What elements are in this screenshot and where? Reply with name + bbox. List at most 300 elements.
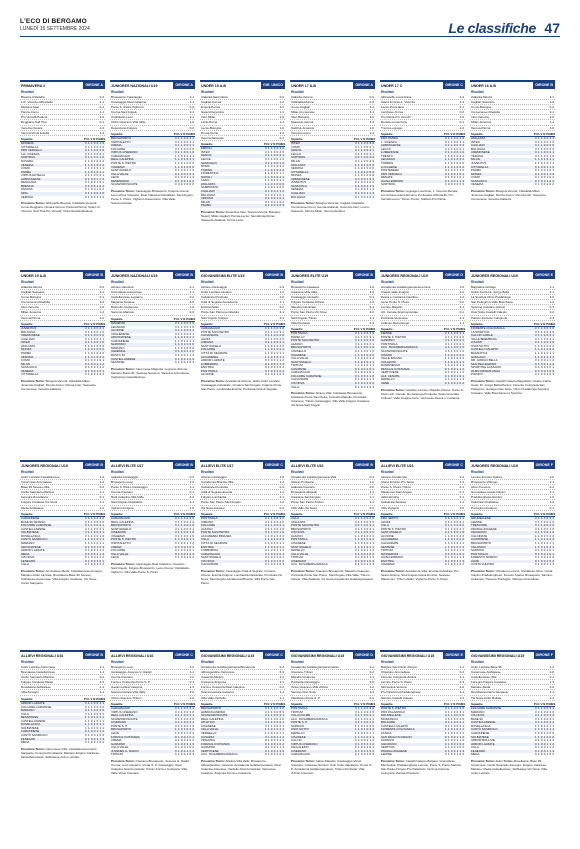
stat-cell: 2 bbox=[459, 723, 462, 728]
stat-cell: 1 bbox=[87, 725, 90, 730]
stat-cell: 1 bbox=[279, 188, 282, 193]
stat-cell: 2 bbox=[552, 361, 554, 366]
stat-cell: 3 bbox=[372, 377, 374, 382]
competition-title: UNDER 15 A-B bbox=[21, 273, 47, 278]
stat-cell: 2 bbox=[372, 738, 374, 743]
stat-cell: 1 bbox=[189, 741, 192, 746]
stat-cell: 1 bbox=[447, 380, 450, 385]
team-name: CREMA bbox=[111, 544, 122, 549]
stat-cell: 1 bbox=[85, 159, 87, 164]
stat-cell: 0 bbox=[102, 141, 104, 146]
match-score: 1-3 bbox=[459, 100, 464, 105]
stat-cell: 0 bbox=[552, 731, 554, 736]
stat-cell: 1 bbox=[276, 558, 279, 563]
stat-cell: 0 bbox=[450, 171, 453, 176]
stat-cell: 0 bbox=[183, 136, 186, 141]
stat-cell: 3 bbox=[462, 178, 464, 183]
stat-cell: 1 bbox=[546, 741, 549, 746]
stat-cell: 0 bbox=[180, 171, 183, 176]
stat-cell: 0 bbox=[96, 333, 99, 338]
stat-cell: 1 bbox=[175, 164, 177, 169]
stat-cell: 1 bbox=[85, 351, 87, 356]
stat-cell: 1 bbox=[445, 161, 447, 166]
standings-header-cell: N bbox=[273, 321, 276, 326]
stat-cell: 1 bbox=[93, 725, 96, 730]
stat-cell: 0 bbox=[445, 373, 447, 378]
stat-cell: 1 bbox=[456, 738, 459, 743]
stat-cell: 3 bbox=[265, 530, 267, 535]
stat-cell: 2 bbox=[372, 356, 374, 361]
stat-cell: 0 bbox=[363, 555, 366, 560]
stat-cell: 1 bbox=[177, 734, 180, 739]
team-name: BUSTO 81 bbox=[111, 353, 125, 358]
stat-cell: 1 bbox=[96, 555, 99, 560]
stat-cell: 3 bbox=[355, 716, 357, 721]
stat-cell: 1 bbox=[96, 562, 99, 567]
stat-cell: 0 bbox=[93, 144, 96, 149]
stat-cell: 0 bbox=[366, 526, 369, 531]
stat-cell: 3 bbox=[445, 139, 447, 144]
match-score: 2-2 bbox=[279, 315, 284, 320]
stat-cell: 1 bbox=[189, 175, 192, 180]
stat-cell: 0 bbox=[183, 519, 186, 524]
team-name: TRESCORE bbox=[471, 523, 488, 528]
stat-cell: 1 bbox=[87, 555, 90, 560]
stat-cell: 1 bbox=[357, 370, 360, 375]
stat-cell: 0 bbox=[96, 173, 99, 178]
stat-cell: 1 bbox=[186, 738, 189, 743]
stat-cell: 3 bbox=[445, 349, 447, 354]
column bbox=[470, 80, 555, 840]
stat-cell: 1 bbox=[175, 335, 177, 340]
stat-cell: 1 bbox=[360, 345, 363, 350]
stat-cell: 1 bbox=[459, 727, 462, 732]
stat-cell: 1 bbox=[177, 706, 180, 711]
stat-cell: 1 bbox=[537, 139, 540, 144]
stat-cell: 2 bbox=[189, 324, 192, 329]
stat-cell: 0 bbox=[549, 555, 552, 560]
next-round-fixtures: Caravaggio-Città di Segrate; Cimiano-Alzano; Enotria-Folgore; Lombardia-Calvairate; Pontisola-Vis Nova; Sant'Angelo-Accademia Brianza; Villa-Ponte San Pietro. bbox=[201, 568, 282, 585]
stat-cell: 0 bbox=[535, 562, 537, 567]
stat-cell: 0 bbox=[93, 526, 96, 531]
match-score: 2-2 bbox=[459, 290, 464, 295]
stat-cell: 1 bbox=[549, 157, 552, 162]
stat-cell: 0 bbox=[445, 555, 447, 560]
stat-cell: 3 bbox=[85, 155, 87, 160]
team-name: BOLGARE bbox=[381, 720, 395, 725]
stat-cell: 1 bbox=[537, 544, 540, 549]
match-name: Masseroni-Sant'Angelo bbox=[381, 490, 412, 495]
stat-cell: 1 bbox=[90, 516, 93, 521]
standings-header-cell: V bbox=[540, 511, 543, 516]
team-name: VIS NOVA bbox=[291, 380, 305, 385]
stat-cell: 1 bbox=[453, 537, 456, 542]
stat-cell: 2 bbox=[192, 745, 194, 750]
stat-cell: 1 bbox=[363, 731, 366, 736]
stat-cell: 3 bbox=[192, 741, 194, 746]
stat-cell: 1 bbox=[183, 345, 186, 350]
stat-cell: 0 bbox=[93, 180, 96, 185]
stat-cell: 2 bbox=[189, 328, 192, 333]
stat-cell: 0 bbox=[273, 530, 276, 535]
stat-cell: 1 bbox=[357, 359, 360, 364]
stat-cell: 0 bbox=[360, 555, 363, 560]
stat-cell: 0 bbox=[282, 181, 284, 186]
stat-cell: 1 bbox=[186, 544, 189, 549]
next-round-label: Prossimo Turno: bbox=[471, 758, 495, 763]
stat-cell: 2 bbox=[459, 153, 462, 158]
stat-cell: 0 bbox=[93, 155, 96, 160]
stat-cell: 0 bbox=[279, 192, 282, 197]
standings-row bbox=[110, 183, 195, 187]
stat-cell: 0 bbox=[192, 182, 194, 187]
stat-cell: 1 bbox=[363, 162, 366, 167]
stat-cell: 0 bbox=[183, 321, 186, 326]
standings-table bbox=[200, 143, 285, 208]
stat-cell: 1 bbox=[273, 164, 276, 169]
standings-table bbox=[20, 138, 105, 199]
stat-cell: 0 bbox=[366, 349, 369, 354]
stat-cell: 1 bbox=[87, 343, 90, 348]
match-score: 3-0 bbox=[189, 695, 194, 700]
stat-cell: 0 bbox=[355, 187, 357, 192]
team-name: PARMA bbox=[201, 203, 212, 208]
stat-cell: 0 bbox=[96, 519, 99, 524]
stat-cell: 2 bbox=[369, 723, 372, 728]
newspaper-name: L'ECO DI BERGAMO bbox=[20, 18, 87, 25]
stat-cell: 0 bbox=[96, 155, 99, 160]
standings-header-cell: GS bbox=[101, 136, 106, 141]
match-name: Alcione-Caravaggio bbox=[201, 285, 228, 289]
standings-header-cell: Pt bbox=[263, 141, 267, 146]
stat-cell: 1 bbox=[535, 347, 537, 352]
competition-section bbox=[110, 80, 195, 268]
stat-cell: 2 bbox=[282, 734, 284, 739]
stat-cell: 1 bbox=[456, 745, 459, 750]
stat-cell: 0 bbox=[265, 551, 267, 556]
result-row bbox=[290, 506, 375, 511]
team-name: PONTE S. PIETRO bbox=[381, 526, 407, 531]
stat-cell: 0 bbox=[543, 745, 546, 750]
match-name: Atalanta-Monza bbox=[21, 285, 43, 289]
stat-cell: 0 bbox=[183, 533, 186, 538]
stat-cell: 1 bbox=[450, 526, 453, 531]
standings-header-cell: P bbox=[366, 701, 369, 706]
team-name: CISANO bbox=[471, 340, 483, 345]
stat-cell: 3 bbox=[459, 706, 462, 711]
stat-cell: 1 bbox=[450, 338, 453, 343]
stat-cell: 0 bbox=[90, 541, 93, 546]
stat-cell: 0 bbox=[96, 347, 99, 352]
stat-cell: 1 bbox=[87, 336, 90, 341]
stat-cell: 0 bbox=[552, 340, 554, 345]
stat-cell: 1 bbox=[357, 173, 360, 178]
stat-cell: 0 bbox=[453, 150, 456, 155]
team-name: REAL CALEPINA bbox=[111, 519, 134, 524]
stat-cell: 0 bbox=[189, 178, 192, 183]
stat-cell: 2 bbox=[549, 720, 552, 725]
stat-cell: 0 bbox=[93, 558, 96, 563]
team-name: CARAVAGGIO bbox=[201, 326, 221, 331]
stat-cell: 0 bbox=[93, 704, 96, 709]
stat-cell: 1 bbox=[453, 153, 456, 158]
match-score: 2-0 bbox=[99, 680, 104, 685]
stat-cell: 0 bbox=[183, 548, 186, 553]
stat-cell: 0 bbox=[363, 151, 366, 156]
standings-header-cell: G bbox=[87, 511, 90, 516]
team-name: VERONA bbox=[471, 153, 484, 158]
stat-cell: 0 bbox=[265, 358, 267, 363]
stat-cell: 0 bbox=[355, 562, 357, 567]
team-name: GAVARNO bbox=[111, 741, 126, 746]
team-name: CREMONESE bbox=[291, 176, 310, 181]
next-round-note bbox=[200, 210, 285, 222]
stat-cell: 1 bbox=[273, 351, 276, 356]
standings-header-cell: P bbox=[546, 321, 549, 326]
stat-cell: 0 bbox=[99, 358, 102, 363]
standings-header-cell: G bbox=[357, 701, 360, 706]
next-round-fixtures: Atletico-Villa Valle; Brusaporto-Albinogandino; Gavarno-Accademia Isolabergamasca; Real Calepina-Cisanese; Verdello-Scanzorosciate; Vertovese-Casazza; Zingonia-Forza e Costanza. bbox=[201, 758, 281, 775]
stat-cell: 0 bbox=[366, 173, 369, 178]
stat-cell: 3 bbox=[189, 139, 192, 144]
stat-cell: 0 bbox=[366, 706, 369, 711]
stat-cell: 1 bbox=[90, 144, 93, 149]
standings-header-cell: GF bbox=[278, 701, 283, 706]
stat-cell: 0 bbox=[186, 143, 189, 148]
stat-cell: 0 bbox=[456, 338, 459, 343]
stat-cell: 1 bbox=[462, 171, 464, 176]
stat-cell: 0 bbox=[270, 741, 273, 746]
standings-header-cell: N bbox=[453, 511, 456, 516]
stat-cell: 1 bbox=[447, 331, 450, 336]
team-name: MASSERONI bbox=[381, 551, 399, 556]
stat-cell: 0 bbox=[192, 723, 194, 728]
stat-cell: 0 bbox=[96, 159, 99, 164]
stat-cell: 0 bbox=[445, 562, 447, 567]
stat-cell: 1 bbox=[546, 752, 549, 757]
stat-cell: 1 bbox=[369, 363, 372, 368]
stat-cell: 1 bbox=[87, 372, 90, 377]
match-name: Virtus Ciserano-Tritium bbox=[111, 695, 142, 700]
stat-cell: 0 bbox=[96, 718, 99, 723]
stat-cell: 0 bbox=[93, 740, 96, 745]
stat-cell: 1 bbox=[276, 562, 279, 567]
stat-cell: 1 bbox=[447, 143, 450, 148]
stat-cell: 2 bbox=[462, 356, 464, 361]
stat-cell: 0 bbox=[96, 326, 99, 331]
stat-cell: 1 bbox=[90, 701, 93, 706]
stat-cell: 1 bbox=[267, 188, 270, 193]
stat-cell: 3 bbox=[549, 713, 552, 718]
team-name: MAPELLO bbox=[291, 548, 305, 553]
standings-header-cell: GF bbox=[368, 511, 373, 516]
stat-cell: 0 bbox=[273, 361, 276, 366]
team-name: SAN PAOLO D'ARGON bbox=[381, 734, 412, 739]
stat-cell: 1 bbox=[102, 722, 104, 727]
stat-cell: 3 bbox=[552, 738, 554, 743]
stat-cell: 1 bbox=[90, 711, 93, 716]
stat-cell: 2 bbox=[369, 727, 372, 732]
match-name: Mariano-Meda bbox=[471, 685, 491, 690]
stat-cell: 0 bbox=[90, 194, 93, 199]
stat-cell: 1 bbox=[363, 533, 366, 538]
stat-cell: 0 bbox=[273, 738, 276, 743]
next-round-fixtures: Caravaggio-Brusaporto; Folgore-Crema; Leon-Virtus Ciserano; Real Calepina-Ospitaletto; Sant'Angelo-Ponte S. Pietro; Vighenzi-Desenzano; Villa Valle-Scanzorosciate. bbox=[111, 188, 194, 205]
stat-cell: 0 bbox=[180, 353, 183, 358]
stat-cell: 0 bbox=[186, 342, 189, 347]
team-name: LEMINE bbox=[471, 519, 482, 524]
stat-cell: 0 bbox=[546, 157, 549, 162]
stat-cell: 0 bbox=[273, 748, 276, 753]
stat-cell: 0 bbox=[543, 562, 546, 567]
stat-cell: 0 bbox=[85, 183, 87, 188]
stat-cell: 0 bbox=[93, 194, 96, 199]
stat-cell: 0 bbox=[456, 723, 459, 728]
stat-cell: 2 bbox=[279, 519, 282, 524]
stat-cell: 0 bbox=[360, 562, 363, 567]
stat-cell: 0 bbox=[450, 164, 453, 169]
stat-cell: 1 bbox=[87, 351, 90, 356]
standings-header-cell: V bbox=[360, 511, 363, 516]
stat-cell: 0 bbox=[355, 558, 357, 563]
stat-cell: 0 bbox=[192, 530, 194, 535]
team-name: MONZA bbox=[471, 171, 482, 176]
match-score: 0-2 bbox=[369, 670, 374, 675]
match-name: Inter-Venezia bbox=[21, 305, 39, 310]
results-label: Risultati bbox=[21, 660, 34, 664]
stat-cell: 0 bbox=[265, 745, 267, 750]
next-round-note bbox=[380, 388, 465, 400]
competition-header bbox=[20, 652, 105, 659]
standings-header-cell: GS bbox=[101, 321, 106, 326]
stat-cell: 0 bbox=[363, 519, 366, 524]
match-name: Lemine-Ponte S. Pietro bbox=[381, 680, 413, 685]
stat-cell: 0 bbox=[453, 558, 456, 563]
stat-cell: 0 bbox=[543, 548, 546, 553]
standings-header-cell: GS bbox=[191, 316, 196, 321]
stat-cell: 0 bbox=[456, 153, 459, 158]
standings-header-cell: G bbox=[267, 141, 270, 146]
stat-cell: 1 bbox=[540, 139, 543, 144]
standings-header-cell: GF bbox=[98, 511, 103, 516]
stat-cell: 0 bbox=[552, 153, 554, 158]
next-round-label: Prossimo Turno: bbox=[471, 568, 495, 573]
match-name: Sant'Angelo-Folgore bbox=[201, 315, 229, 320]
stat-cell: 1 bbox=[282, 544, 284, 549]
match-name: Como-Cagliari bbox=[291, 105, 311, 110]
stat-cell: 1 bbox=[87, 162, 90, 167]
stat-cell: 1 bbox=[459, 178, 462, 183]
stat-cell: 1 bbox=[535, 723, 537, 728]
stat-cell: 3 bbox=[85, 329, 87, 334]
stat-cell: 0 bbox=[186, 136, 189, 141]
stat-cell: 2 bbox=[282, 533, 284, 538]
stat-cell: 1 bbox=[273, 347, 276, 352]
stat-cell: 1 bbox=[267, 731, 270, 736]
team-name: VIS NOVA bbox=[21, 555, 35, 560]
stat-cell: 3 bbox=[175, 143, 177, 148]
stat-cell: 0 bbox=[453, 331, 456, 336]
stat-cell: 0 bbox=[186, 146, 189, 151]
stat-cell: 1 bbox=[175, 727, 177, 732]
stat-cell: 0 bbox=[96, 530, 99, 535]
stat-cell: 1 bbox=[177, 324, 180, 329]
stat-cell: 3 bbox=[372, 183, 374, 188]
stat-cell: 0 bbox=[93, 708, 96, 713]
stat-cell: 1 bbox=[102, 358, 104, 363]
team-name: SESTESE bbox=[381, 544, 395, 549]
team-name: ARDOR BOLLATE bbox=[471, 738, 496, 743]
stat-cell: 1 bbox=[180, 723, 183, 728]
stat-cell: 1 bbox=[279, 178, 282, 183]
stat-cell: 0 bbox=[543, 178, 546, 183]
team-name: SARNICO bbox=[471, 548, 485, 553]
team-name: PONTISOLA bbox=[201, 516, 218, 521]
stat-cell: 3 bbox=[189, 713, 192, 718]
stat-cell: 0 bbox=[90, 372, 93, 377]
team-name: OSPITALETTO bbox=[111, 139, 131, 144]
stat-cell: 3 bbox=[265, 160, 267, 165]
next-round-note bbox=[470, 189, 555, 201]
standings-header-cell: GS bbox=[461, 131, 466, 136]
team-name: ROMA bbox=[201, 164, 210, 169]
team-name: PRO VERCELLI bbox=[381, 171, 403, 176]
stat-cell: 0 bbox=[180, 745, 183, 750]
stat-cell: 2 bbox=[279, 523, 282, 528]
standings-header-cell: G bbox=[87, 136, 90, 141]
stat-cell: 0 bbox=[360, 723, 363, 728]
stat-cell: 1 bbox=[192, 331, 194, 336]
stat-cell: 1 bbox=[357, 180, 360, 185]
match-score: 2-1 bbox=[459, 665, 464, 669]
stat-cell: 0 bbox=[543, 752, 546, 757]
results-label: Risultati bbox=[21, 90, 34, 94]
stat-cell: 0 bbox=[96, 704, 99, 709]
stat-cell: 3 bbox=[265, 713, 267, 718]
standings-header-cell: GF bbox=[368, 326, 373, 331]
stat-cell: 1 bbox=[183, 164, 186, 169]
competition-header bbox=[200, 462, 285, 469]
standings-table bbox=[470, 323, 555, 377]
stat-cell: 1 bbox=[99, 166, 102, 171]
competition-section bbox=[290, 270, 375, 458]
stat-cell: 0 bbox=[265, 361, 267, 366]
stat-cell: 1 bbox=[453, 164, 456, 169]
competition-section bbox=[200, 270, 285, 458]
stat-cell: 1 bbox=[180, 706, 183, 711]
match-score: 0-1 bbox=[99, 105, 104, 110]
stat-cell: 1 bbox=[87, 144, 90, 149]
match-score: 4-2 bbox=[189, 495, 194, 500]
stat-cell: 0 bbox=[282, 336, 284, 341]
stat-cell: 1 bbox=[90, 340, 93, 345]
stat-cell: 0 bbox=[552, 139, 554, 144]
stat-cell: 0 bbox=[445, 741, 447, 746]
stat-cell: 1 bbox=[186, 349, 189, 354]
stat-cell: 0 bbox=[186, 706, 189, 711]
stat-cell: 0 bbox=[445, 175, 447, 180]
standings-header-cell: P bbox=[276, 701, 279, 706]
stat-cell: 0 bbox=[93, 358, 96, 363]
stat-cell: 1 bbox=[265, 347, 267, 352]
stat-cell: 1 bbox=[540, 143, 543, 148]
stat-cell: 3 bbox=[459, 519, 462, 524]
stat-cell: 0 bbox=[552, 329, 554, 334]
stat-cell: 1 bbox=[543, 734, 546, 739]
stat-cell: 1 bbox=[87, 733, 90, 738]
stat-cell: 1 bbox=[267, 203, 270, 208]
stat-cell: 1 bbox=[267, 196, 270, 201]
